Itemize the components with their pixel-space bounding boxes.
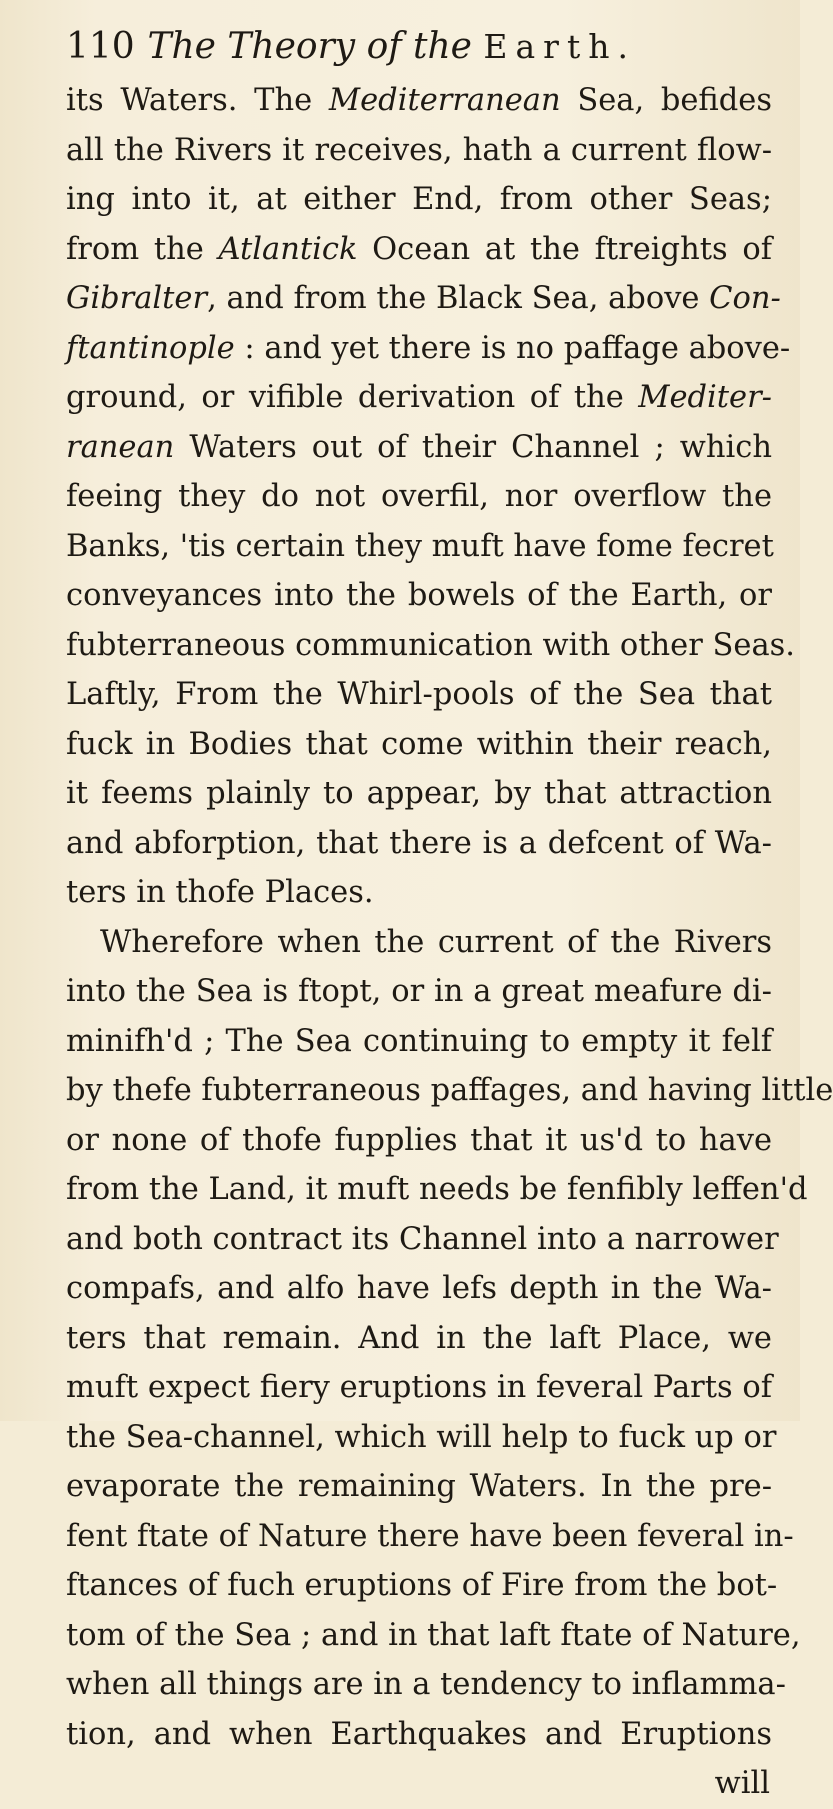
italic-text-segment: Gibralter [66, 281, 208, 316]
text-line [66, 1066, 833, 1116]
body-text [66, 76, 833, 1809]
text-segment: the Sea-channel, which will help to fuck up or [66, 1419, 777, 1455]
text-line [66, 522, 772, 572]
text-segment: all the Rivers it receives, hath a current flow- [66, 132, 772, 168]
text-line [66, 670, 772, 720]
italic-text-segment: ftantinople [66, 330, 235, 366]
page-header [66, 22, 766, 72]
text-segment: and both contract its Channel into a narrower [66, 1221, 779, 1257]
text-segment: from the Land, it muft needs be fenfibly leffen'd [66, 1172, 808, 1207]
text-line [66, 1314, 772, 1364]
text-segment: feeing they do not overfil, nor overflow the [66, 479, 772, 514]
text-segment: ters in thofe Places. [66, 875, 374, 910]
text-segment: fuck in Bodies that come within their reach, [66, 726, 772, 762]
text-segment: tion, and when Earthquakes and Eruptions [66, 1716, 772, 1752]
text-segment: Sea, befides [560, 83, 772, 118]
text-line [66, 423, 772, 473]
text-segment: from the [66, 231, 219, 267]
text-line [66, 621, 795, 671]
text-line [66, 967, 772, 1017]
text-segment: ing into it, at either End, from other Seas; [66, 182, 772, 217]
text-segment: when all things are in a tendency to inflamma- [66, 1667, 786, 1702]
text-line [66, 1116, 772, 1166]
text-segment: compafs, and alfo have lefs depth in the Wa- [66, 1271, 772, 1306]
italic-text-segment: Con- [709, 281, 781, 316]
text-line [66, 324, 791, 374]
italic-text-segment: Atlantick [218, 231, 358, 267]
running-title: The Theory of the [147, 26, 472, 67]
text-line [66, 274, 781, 324]
text-segment: ftances of fuch eruptions of Fire from the bot- [66, 1568, 778, 1603]
text-segment: tom of the Sea ; and in that laft ftate of Nature, [66, 1617, 801, 1653]
text-line [66, 1413, 777, 1463]
text-segment: Banks, 'tis certain they muft have fome fecret [66, 528, 774, 564]
text-segment: : and yet there is no paffage above- [234, 330, 791, 366]
text-segment: Ocean at the ftreights of [357, 231, 772, 267]
text-line [66, 1264, 772, 1314]
text-line [66, 1611, 801, 1661]
text-line [66, 1017, 772, 1067]
text-line [66, 1462, 772, 1512]
text-line [66, 1561, 778, 1611]
text-segment: ters that remain. And in the laft Place, we [66, 1320, 772, 1356]
page-number: 110 [66, 26, 135, 67]
text-line [66, 918, 772, 968]
text-segment: fent ftate of Nature there have been feveral in- [66, 1518, 794, 1554]
text-segment: Wherefore when the current of the Rivers [100, 924, 772, 960]
text-line [66, 1660, 786, 1710]
text-segment: and abforption, that there is a defcent of Wa- [66, 825, 772, 861]
italic-text-segment: Mediter- [638, 380, 772, 415]
text-line [66, 769, 772, 819]
text-segment: , and from the Black Sea, above [207, 281, 710, 316]
text-segment: minifh'd ; The Sea continuing to empty it felf [66, 1023, 772, 1059]
italic-text-segment: ranean [66, 429, 175, 465]
text-line [66, 720, 772, 770]
text-line [66, 126, 772, 176]
text-segment: into the Sea is ftopt, or in a great meafure di- [66, 974, 772, 1009]
text-line [66, 571, 772, 621]
text-line [66, 1215, 779, 1265]
text-segment: muft expect fiery eruptions in feveral Parts of [66, 1370, 772, 1405]
text-line [66, 1512, 794, 1562]
text-line [66, 373, 772, 423]
text-segment: conveyances into the bowels of the Earth, or [66, 578, 772, 613]
running-title-caps: Earth. [483, 27, 636, 66]
text-segment: fubterraneous communication with other Seas. [66, 627, 795, 663]
text-line [66, 868, 772, 918]
text-line [66, 472, 772, 522]
text-line [66, 76, 772, 126]
text-line [66, 1165, 808, 1215]
text-segment: its Waters. The [66, 83, 329, 118]
text-segment: ground, or vifible derivation of the [66, 380, 639, 415]
text-segment: or none of thofe fupplies that it us'd to have [66, 1122, 772, 1158]
text-segment: evaporate the remaining Waters. In the pre- [66, 1469, 772, 1504]
text-segment: by thefe fubterraneous paffages, and having little [66, 1073, 833, 1108]
text-line [66, 225, 772, 275]
text-line [66, 1363, 772, 1413]
text-segment: it feems plainly to appear, by that attraction [66, 776, 772, 811]
text-segment: Laftly, From the Whirl-pools of the Sea that [66, 677, 772, 712]
italic-text-segment: Mediterranean [328, 83, 561, 118]
text-line [66, 1710, 772, 1760]
text-segment: Waters out of their Channel ; which [174, 429, 772, 465]
text-line [66, 175, 772, 225]
text-line [66, 1759, 772, 1809]
text-segment: will [714, 1766, 770, 1801]
text-line [66, 819, 772, 869]
